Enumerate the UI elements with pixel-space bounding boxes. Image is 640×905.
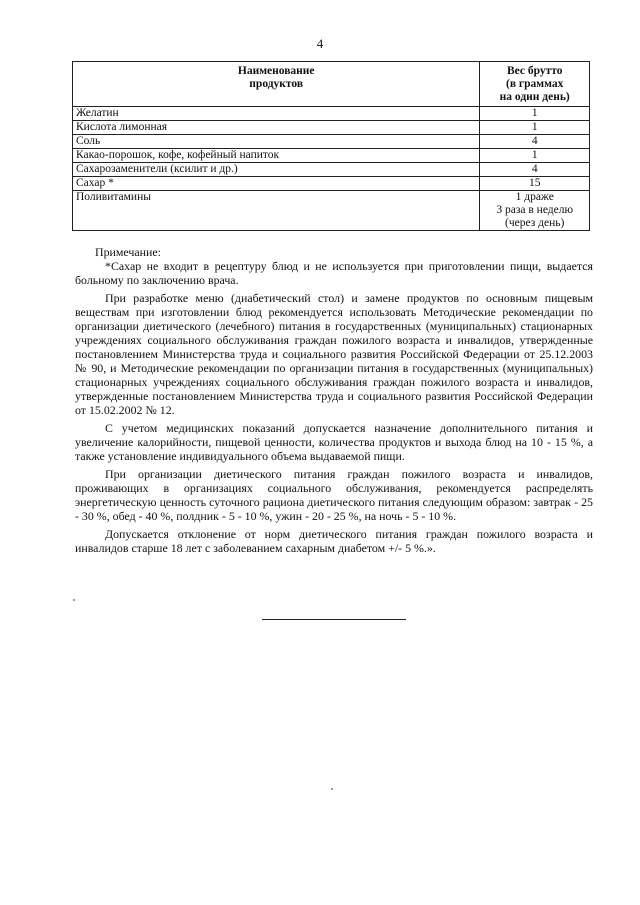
table-row (73, 177, 590, 191)
product-weight-cell: 1 (480, 121, 590, 135)
product-name-cell: Какао-порошок, кофе, кофейный напиток (73, 149, 480, 163)
table-row (73, 149, 590, 163)
product-name-cell: Сахарозаменители (ксилит и др.) (73, 163, 480, 177)
product-name-cell: Сахар * (73, 177, 480, 191)
product-weight-cell: 4 (480, 135, 590, 149)
product-name-cell: Соль (73, 135, 480, 149)
table-row (73, 107, 590, 121)
column-header-product-name-line2: продуктов (249, 78, 304, 90)
table-row (73, 135, 590, 149)
paragraph-energy-distribution: При организации диетического питания граждан пожилого возраста и инвалидов, проживающих в организациях социального обслуживания, рекомендуется распределять энергетическую ценность суточного рациона диетического питания следующим образом: завтрак - 25 - 30 %, обед - 40 %, полдник - 5 - 10 %, ужин - 20 - 25 %, на ночь - 5 - 10 %. (75, 467, 593, 523)
products-table (72, 61, 590, 231)
product-weight-cell: 15 (480, 177, 590, 191)
vitamin-dose-line1: 1 драже (515, 191, 554, 203)
page-number: 4 (316, 36, 324, 51)
product-weight-cell: 1 (480, 149, 590, 163)
document-body (75, 245, 593, 555)
product-name-cell: Кислота лимонная (73, 121, 480, 135)
paragraph-additional-nutrition: С учетом медицинских показаний допускается назначение дополнительного питания и увеличение калорийности, пищевой ценности, количества продуктов и выхода блюд на 10 - 15 %, а также установление индивидуального объема выдаваемой пищи. (75, 421, 593, 463)
paragraph-menu-development: При разработке меню (диабетический стол) и замене продуктов по основным пищевым веществам при изготовлении блюд рекомендуется использовать Методические рекомендации по организации диетического (лечебного) питания в государственных (муниципальных) стационарных учреждениях социального обслуживания граждан пожилого возраста и инвалидов, утвержденные постановлением Министерства труда и социального развития Российской Федерации от 25.12.2003 № 90, и Методические рекомендации по организации питания в государственных (муниципальных) стационарных учреждениях социального обслуживания граждан пожилого возраста и инвалидов, утвержденные постановлением Министерства труда и социального развития Российской Федерации от 15.02.2002 № 12. (75, 291, 593, 417)
product-weight-cell: 1 (480, 107, 590, 121)
column-header-weight-line3: на один день) (499, 91, 570, 103)
product-weight-cell: 4 (480, 163, 590, 177)
vitamin-dose-line3: (через день) (505, 217, 565, 229)
product-name-cell: Поливитамины (73, 191, 480, 231)
column-header-weight-line2: (в граммах (506, 78, 564, 90)
table-row (73, 191, 590, 231)
closing-rule-line (262, 619, 406, 620)
vitamin-dose-line2: 3 раза в неделю (496, 204, 574, 216)
scan-speck (73, 599, 75, 601)
column-header-product-name-line1: Наименование (237, 65, 315, 77)
product-name-cell: Желатин (73, 107, 480, 121)
table-row (73, 121, 590, 135)
note-title: Примечание: (95, 245, 161, 259)
column-header-weight (480, 62, 590, 107)
column-header-weight-line1: Вес брутто (506, 65, 563, 77)
product-weight-cell (480, 191, 590, 231)
table-header-row (73, 62, 590, 107)
paragraph-deviation-allowance: Допускается отклонение от норм диетического питания граждан пожилого возраста и инвалидов старше 18 лет с заболеванием сахарным диабетом +/- 5 %.». (75, 527, 593, 555)
table-row (73, 163, 590, 177)
note-text: *Сахар не входит в рецептуру блюд и не используется при приготовлении пищи, выдается больному по заключению врача. (75, 259, 593, 287)
scan-speck (331, 788, 333, 790)
column-header-product-name (73, 62, 480, 107)
